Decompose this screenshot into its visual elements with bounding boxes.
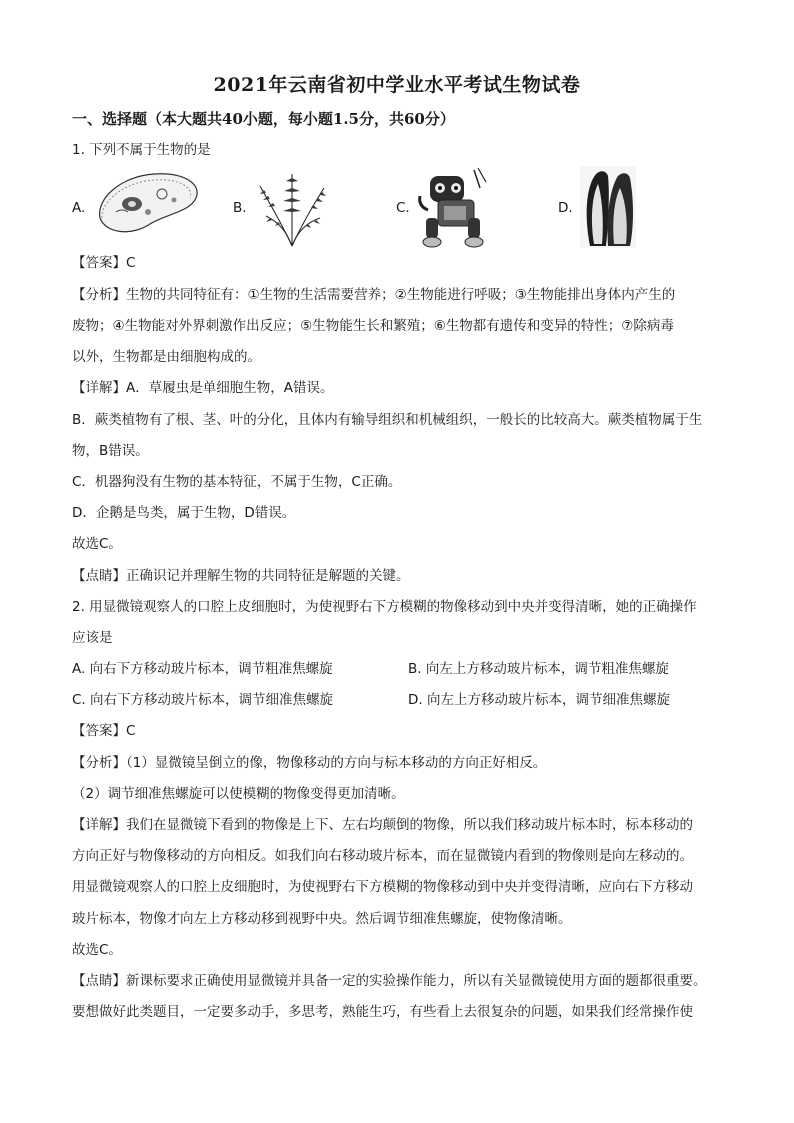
q2-stem-line: 应该是 bbox=[72, 630, 113, 646]
q1-option-c-label: C. bbox=[396, 200, 410, 216]
q1-conclusion: 故选C。 bbox=[72, 536, 122, 552]
section-heading: 一、选择题（本大题共40小题，每小题1.5分，共60分） bbox=[72, 110, 455, 128]
q1-option-d-label: D. bbox=[558, 200, 573, 216]
q1-stem: 1. 下列不属于生物的是 bbox=[72, 142, 211, 158]
q1-detail-line: B．蕨类植物有了根、茎、叶的分化，且体内有输导组织和机械组织，一般长的比较高大。蕨类植物属于生 bbox=[72, 412, 703, 428]
q2-option-b: B. 向左上方移动玻片标本，调节粗准焦螺旋 bbox=[408, 661, 669, 677]
q2-stem-line: 2. 用显微镜观察人的口腔上皮细胞时，为使视野右下方模糊的物像移动到中央并变得清晰，她的正确操作 bbox=[72, 599, 697, 615]
q2-detail-line: 玻片标本，物像才向左上方移动移到视野中央。然后调节细准焦螺旋，使物像清晰。 bbox=[72, 911, 572, 927]
q2-comment-line: 要想做好此类题目，一定要多动手，多思考，熟能生巧，有些看上去很复杂的问题，如果我们经常操作使 bbox=[72, 1004, 693, 1020]
robot-dog-image bbox=[416, 166, 496, 250]
q2-detail-line: 【详解】我们在显微镜下看到的物像是上下、左右均颠倒的物像，所以我们移动玻片标本时，标本移动的 bbox=[72, 817, 693, 833]
q1-option-b-label: B. bbox=[233, 200, 247, 216]
q1-detail-line: 【详解】A．草履虫是单细胞生物，A错误。 bbox=[72, 380, 334, 396]
q1-detail-line: C．机器狗没有生物的基本特征，不属于生物，C正确。 bbox=[72, 474, 402, 490]
q2-option-a: A. 向右下方移动玻片标本，调节粗准焦螺旋 bbox=[72, 661, 333, 677]
q2-comment-line: 【点睛】新课标要求正确使用显微镜并具备一定的实验操作能力，所以有关显微镜使用方面的题都很重要。 bbox=[72, 973, 707, 989]
q2-conclusion: 故选C。 bbox=[72, 942, 122, 958]
q2-detail-line: 用显微镜观察人的口腔上皮细胞时，为使视野右下方模糊的物像移动到中央并变得清晰，应向右下方移动 bbox=[72, 879, 693, 895]
penguin-image bbox=[580, 166, 636, 248]
q1-comment: 【点睛】正确识记并理解生物的共同特征是解题的关键。 bbox=[72, 568, 410, 584]
q1-option-a-label: A. bbox=[72, 200, 86, 216]
fern-image bbox=[252, 164, 332, 248]
page-title: 2021年云南省初中学业水平考试生物试卷 bbox=[213, 74, 581, 96]
q2-detail-line: 方向正好与物像移动的方向相反。如我们向右移动玻片标本，而在显微镜内看到的物像则是向左移动的。 bbox=[72, 848, 693, 864]
q2-analysis-line: 【分析】（1）显微镜呈倒立的像，物像移动的方向与标本移动的方向正好相反。 bbox=[72, 755, 547, 771]
paramecium-image bbox=[92, 168, 204, 240]
q2-answer: 【答案】C bbox=[72, 723, 136, 739]
q1-analysis-line: 以外，生物都是由细胞构成的。 bbox=[72, 349, 261, 365]
q1-analysis-line: 【分析】生物的共同特征有：①生物的生活需要营养；②生物能进行呼吸；③生物能排出身体内产生的 bbox=[72, 287, 676, 303]
q2-option-d: D. 向左上方移动玻片标本，调节细准焦螺旋 bbox=[408, 692, 670, 708]
q1-answer: 【答案】C bbox=[72, 255, 136, 271]
q2-analysis-line: （2）调节细准焦螺旋可以使模糊的物像变得更加清晰。 bbox=[72, 786, 405, 802]
q1-detail-line: D．企鹅是鸟类，属于生物，D错误。 bbox=[72, 505, 296, 521]
q2-option-c: C. 向右下方移动玻片标本，调节细准焦螺旋 bbox=[72, 692, 334, 708]
q1-detail-line: 物，B错误。 bbox=[72, 443, 149, 459]
q1-analysis-line: 废物；④生物能对外界刺激作出反应；⑤生物能生长和繁殖；⑥生物都有遗传和变异的特性；⑦除病毒 bbox=[72, 318, 674, 334]
